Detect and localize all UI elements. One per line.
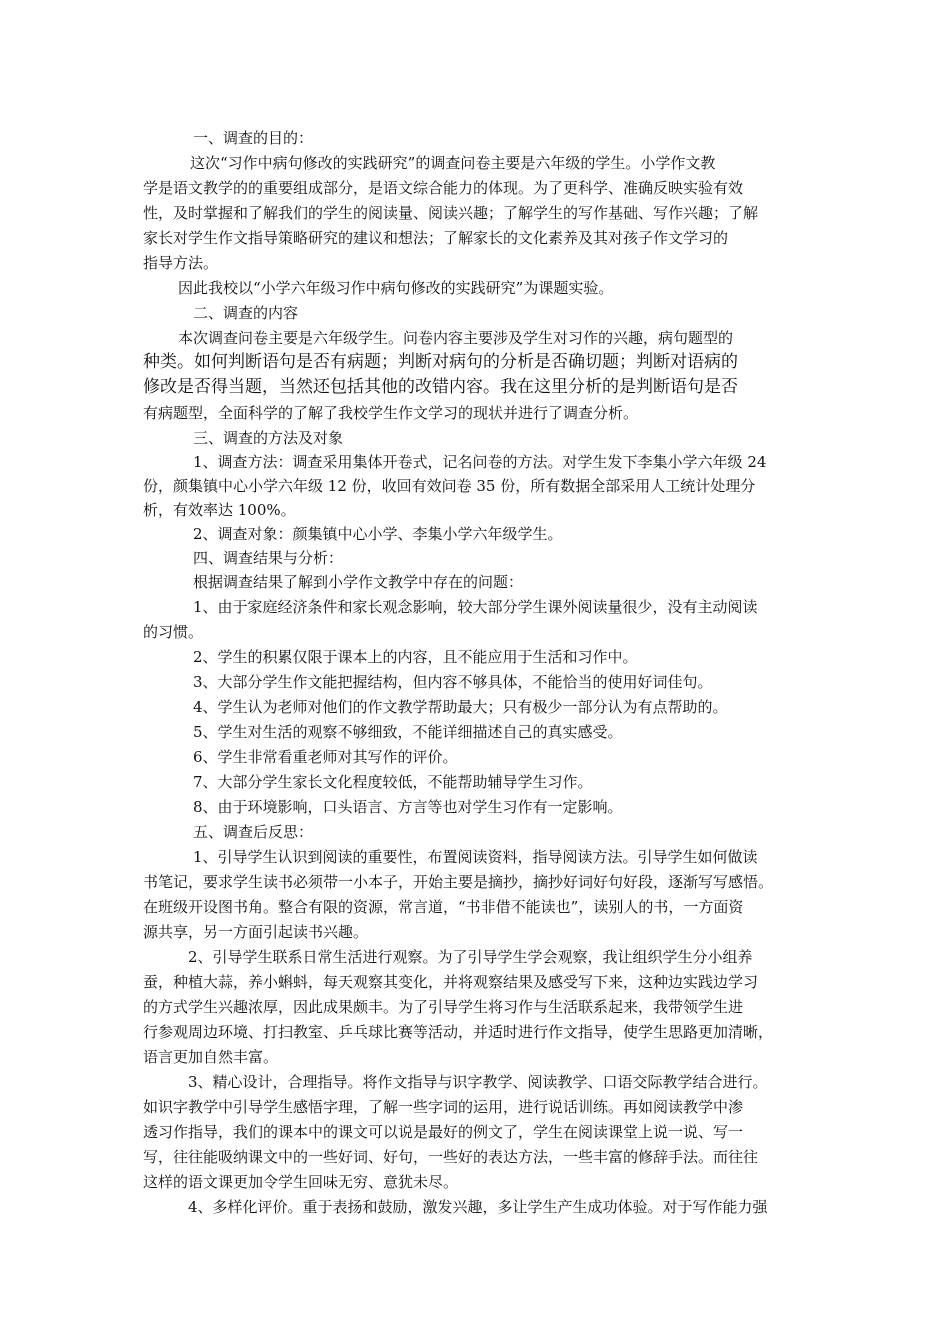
paragraph-line: 根据调查结果了解到小学作文教学中存在的问题：: [193, 573, 524, 591]
paragraph-line: 透习作指导，我们的课本中的课文可以说是最好的例文了，学生在阅读课堂上说一说、写一: [143, 1123, 744, 1141]
paragraph-line: 种类。如何判断语句是否有病题；判断对病句的分析是否确切题；判断对语病的: [143, 352, 738, 372]
paragraph-line: 如识字教学中引导学生感悟字理，了解一些字词的运用，进行说话训练。再如阅读教学中渗: [143, 1098, 744, 1116]
paragraph-line: 语言更加自然丰富。: [143, 1048, 279, 1066]
paragraph-line: 有病题型，全面科学的了解了我校学生作文学习的现状并进行了调查分析。: [143, 404, 639, 422]
section-heading-1: 一、调查的目的：: [193, 129, 314, 147]
paragraph-line: 1、引导学生认识到阅读的重要性，布置阅读资料，指导阅读方法。引导学生如何做读: [193, 848, 758, 866]
paragraph-line: 性，及时掌握和了解我们的学生的阅读量、阅读兴趣；了解学生的写作基础、写作兴趣；了解: [143, 204, 759, 222]
section-heading-3: 三、调查的方法及对象: [193, 429, 344, 447]
list-item: 3、大部分学生作文能把握结构，但内容不够具体，不能恰当的使用好词佳句。: [193, 673, 713, 691]
paragraph-line: 1、调查方法：调查采用集体开卷式，记名问卷的方法。对学生发下李集小学六年级 24: [193, 453, 767, 471]
section-heading-4: 四、调查结果与分析：: [193, 549, 344, 567]
paragraph-line: 因此我校以“小学六年级习作中病句修改的实践研究”为课题实验。: [178, 279, 614, 297]
paragraph-line: 的方式学生兴趣浓厚，因此成果颇丰。为了引导学生将习作与生活联系起来，我带领学生进: [143, 998, 744, 1016]
paragraph-line: 家长对学生作文指导策略研究的建议和想法；了解家长的文化素养及其对孩子作文学习的: [143, 229, 729, 247]
paragraph-line: 2、调查对象：颜集镇中心小学、李集小学六年级学生。: [193, 525, 563, 543]
paragraph-line: 修改是否得当题，当然还包括其他的改错内容。我在这里分析的是判断语句是否: [143, 377, 738, 397]
list-item: 7、大部分学生家长文化程度较低，不能帮助辅导学生习作。: [193, 773, 593, 791]
list-item: 4、学生认为老师对他们的作文教学帮助最大；只有极少一部分认为有点帮助的。: [193, 698, 728, 716]
paragraph-line: 书笔记，要求学生读书必须带一小本子，开始主要是摘抄，摘抄好词好句好段，逐渐写写感悟。: [143, 873, 774, 891]
paragraph-line: 析，有效率达 100%。: [143, 501, 296, 519]
list-item: 8、由于环境影响，口头语言、方言等也对学生习作有一定影响。: [193, 798, 623, 816]
paragraph-line: 的习惯。: [143, 623, 204, 641]
paragraph-line: 4、多样化评价。重于表扬和鼓励，激发兴趣，多让学生产生成功体验。对于写作能力强: [188, 1198, 768, 1216]
paragraph-line: 源共享，另一方面引起读书兴趣。: [143, 923, 369, 941]
list-item: 5、学生对生活的观察不够细致，不能详细描述自己的真实感受。: [193, 723, 623, 741]
paragraph-line: 这次“习作中病句修改的实践研究”的调查问卷主要是六年级的学生。小学作文教: [190, 154, 716, 172]
list-item: 6、学生非常看重老师对其写作的评价。: [193, 748, 458, 766]
list-item: 1、由于家庭经济条件和家长观念影响，较大部分学生课外阅读量很少，没有主动阅读: [193, 598, 758, 616]
list-item: 2、学生的积累仅限于课本上的内容，且不能应用于生活和习作中。: [193, 648, 638, 666]
paragraph-line: 指导方法。: [143, 254, 219, 272]
paragraph-line: 在班级开设图书角。整合有限的资源，常言道，“书非借不能读也”，读别人的书，一方面资: [143, 898, 744, 916]
section-heading-2: 二、调查的内容: [193, 304, 299, 322]
paragraph-line: 这样的语文课更加令学生回味无穷、意犹未尽。: [143, 1173, 459, 1191]
paragraph-line: 行参观周边环境、打扫教室、乒乓球比赛等活动，并适时进行作文指导，使学生思路更加清晰，: [143, 1023, 774, 1041]
paragraph-line: 3、精心设计，合理指导。将作文指导与识字教学、阅读教学、口语交际教学结合进行。: [188, 1073, 768, 1091]
paragraph-line: 写，往往能吸纳课文中的一些好词、好句，一些好的表达方法，一些丰富的修辞手法。而往往: [143, 1148, 759, 1166]
paragraph-line: 本次调查问卷主要是六年级学生。问卷内容主要涉及学生对习作的兴趣，病句题型的: [178, 329, 734, 347]
paragraph-line: 2、引导学生联系日常生活进行观察。为了引导学生学会观察，我让组织学生分小组养: [188, 948, 753, 966]
paragraph-line: 学是语文教学的的重要组成部分，是语文综合能力的体现。为了更科学、准确反映实验有效: [143, 179, 744, 197]
section-heading-5: 五、调查后反思：: [193, 823, 314, 841]
paragraph-line: 份，颜集镇中心小学六年级 12 份，收回有效问卷 35 份，所有数据全部采用人工统计处理分: [143, 477, 756, 495]
paragraph-line: 蚕，种植大蒜，养小蝌蚪，每天观察其变化，并将观察结果及感受写下来，这种边实践边学习: [143, 973, 759, 991]
